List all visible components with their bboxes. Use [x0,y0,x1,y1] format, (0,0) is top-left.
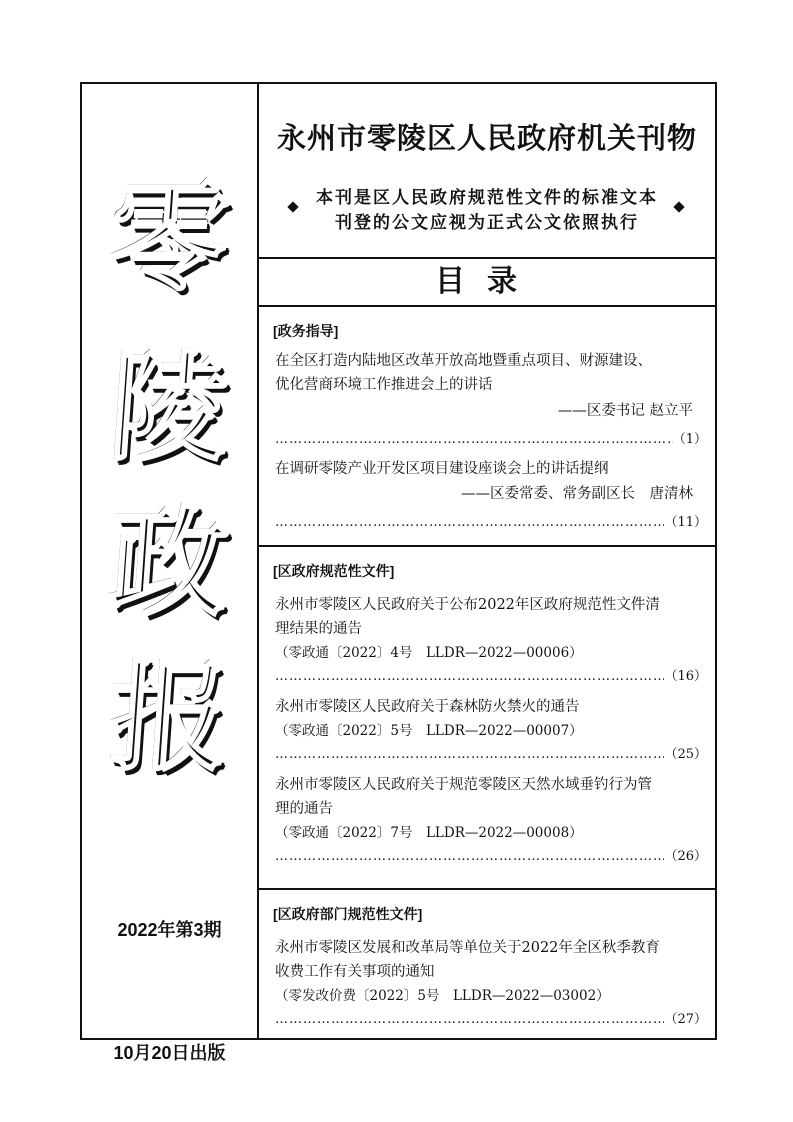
leader-dots [275,515,664,530]
toc-leader-row [275,1008,707,1027]
page-number: （1） [672,432,707,447]
entry-title-line[interactable]: 收费工作有关事项的通知 [275,964,435,980]
entry-author: ——区委书记 赵立平 [557,403,693,419]
motto-line-1: 本刊是区人民政府规范性文件的标准文本 [316,188,658,208]
entry-title-line[interactable]: 在调研零陵产业开发区项目建设座谈会上的讲话提纲 [275,461,609,477]
leader-dots [275,849,664,864]
entry-title-line[interactable]: 理的通告 [275,801,333,817]
entry-doc-number: （零政通〔2022〕7号 LLDR—2022—00008） [275,825,583,841]
entry-title-line[interactable]: 理结果的通告 [275,621,362,637]
toc-leader-row [275,511,707,530]
masthead-char-4: 报 [105,648,234,787]
toc-heading: 目录 [259,259,715,307]
entry-title-line[interactable]: 在全区打造内陆地区改革开放高地暨重点项目、财源建设、 [275,353,652,369]
page-number: （16） [664,669,707,684]
toc-leader-row [275,845,707,864]
page-number: （26） [664,849,707,864]
entry-author: ——区委常委、常务副区长 唐清林 [461,486,693,502]
category-label: [区政府规范性文件] [273,563,395,579]
masthead-char-1: 零 [105,168,234,307]
toc-section-department-docs [259,890,715,1040]
masthead-char-2: 陵 [105,338,234,477]
issue-number: 2022年第3期 [117,920,222,940]
masthead-char-3: 政 [105,493,234,632]
category-label: [区政府部门规范性文件] [273,906,423,922]
entry-doc-number: （零发改价费〔2022〕5号 LLDR—2022—03002） [275,988,610,1004]
page-frame [80,82,717,1063]
toc-section-guidance [259,307,715,547]
publication-date: 10月20日出版 [113,1043,226,1063]
page-number: （27） [664,1012,707,1027]
toc-leader-row [275,665,707,684]
entry-doc-number: （零政通〔2022〕4号 LLDR—2022—00006） [275,645,583,661]
leader-dots [275,747,664,762]
entry-title-line[interactable]: 永州市零陵区发展和改革局等单位关于2022年全区秋季教育 [275,940,660,956]
org-title: 永州市零陵区人民政府机关刊物 [276,121,697,155]
entry-title-line[interactable]: 永州市零陵区人民政府关于规范零陵区天然水域垂钓行为管 [275,777,652,793]
motto-line-2: 刊登的公文应视为正式公文依照执行 [335,213,639,233]
entry-doc-number: （零政通〔2022〕5号 LLDR—2022—00007） [275,723,583,739]
leader-dots [275,669,664,684]
page-number: （11） [664,515,707,530]
journal-header [259,84,715,259]
entry-title-line[interactable]: 永州市零陵区人民政府关于森林防火禁火的通告 [275,699,580,715]
entry-title-line[interactable]: 永州市零陵区人民政府关于公布2022年区政府规范性文件清 [275,597,660,613]
leader-dots [275,432,673,447]
page-number: （25） [664,747,707,762]
masthead-column [82,84,259,1063]
entry-title-line[interactable]: 优化营商环境工作推进会上的讲话 [275,377,493,393]
toc-section-normative-docs [259,547,715,890]
toc-leader-row [275,743,707,762]
category-label: [政务指导] [273,323,339,339]
toc-leader-row [275,428,707,447]
leader-dots [275,1012,664,1027]
